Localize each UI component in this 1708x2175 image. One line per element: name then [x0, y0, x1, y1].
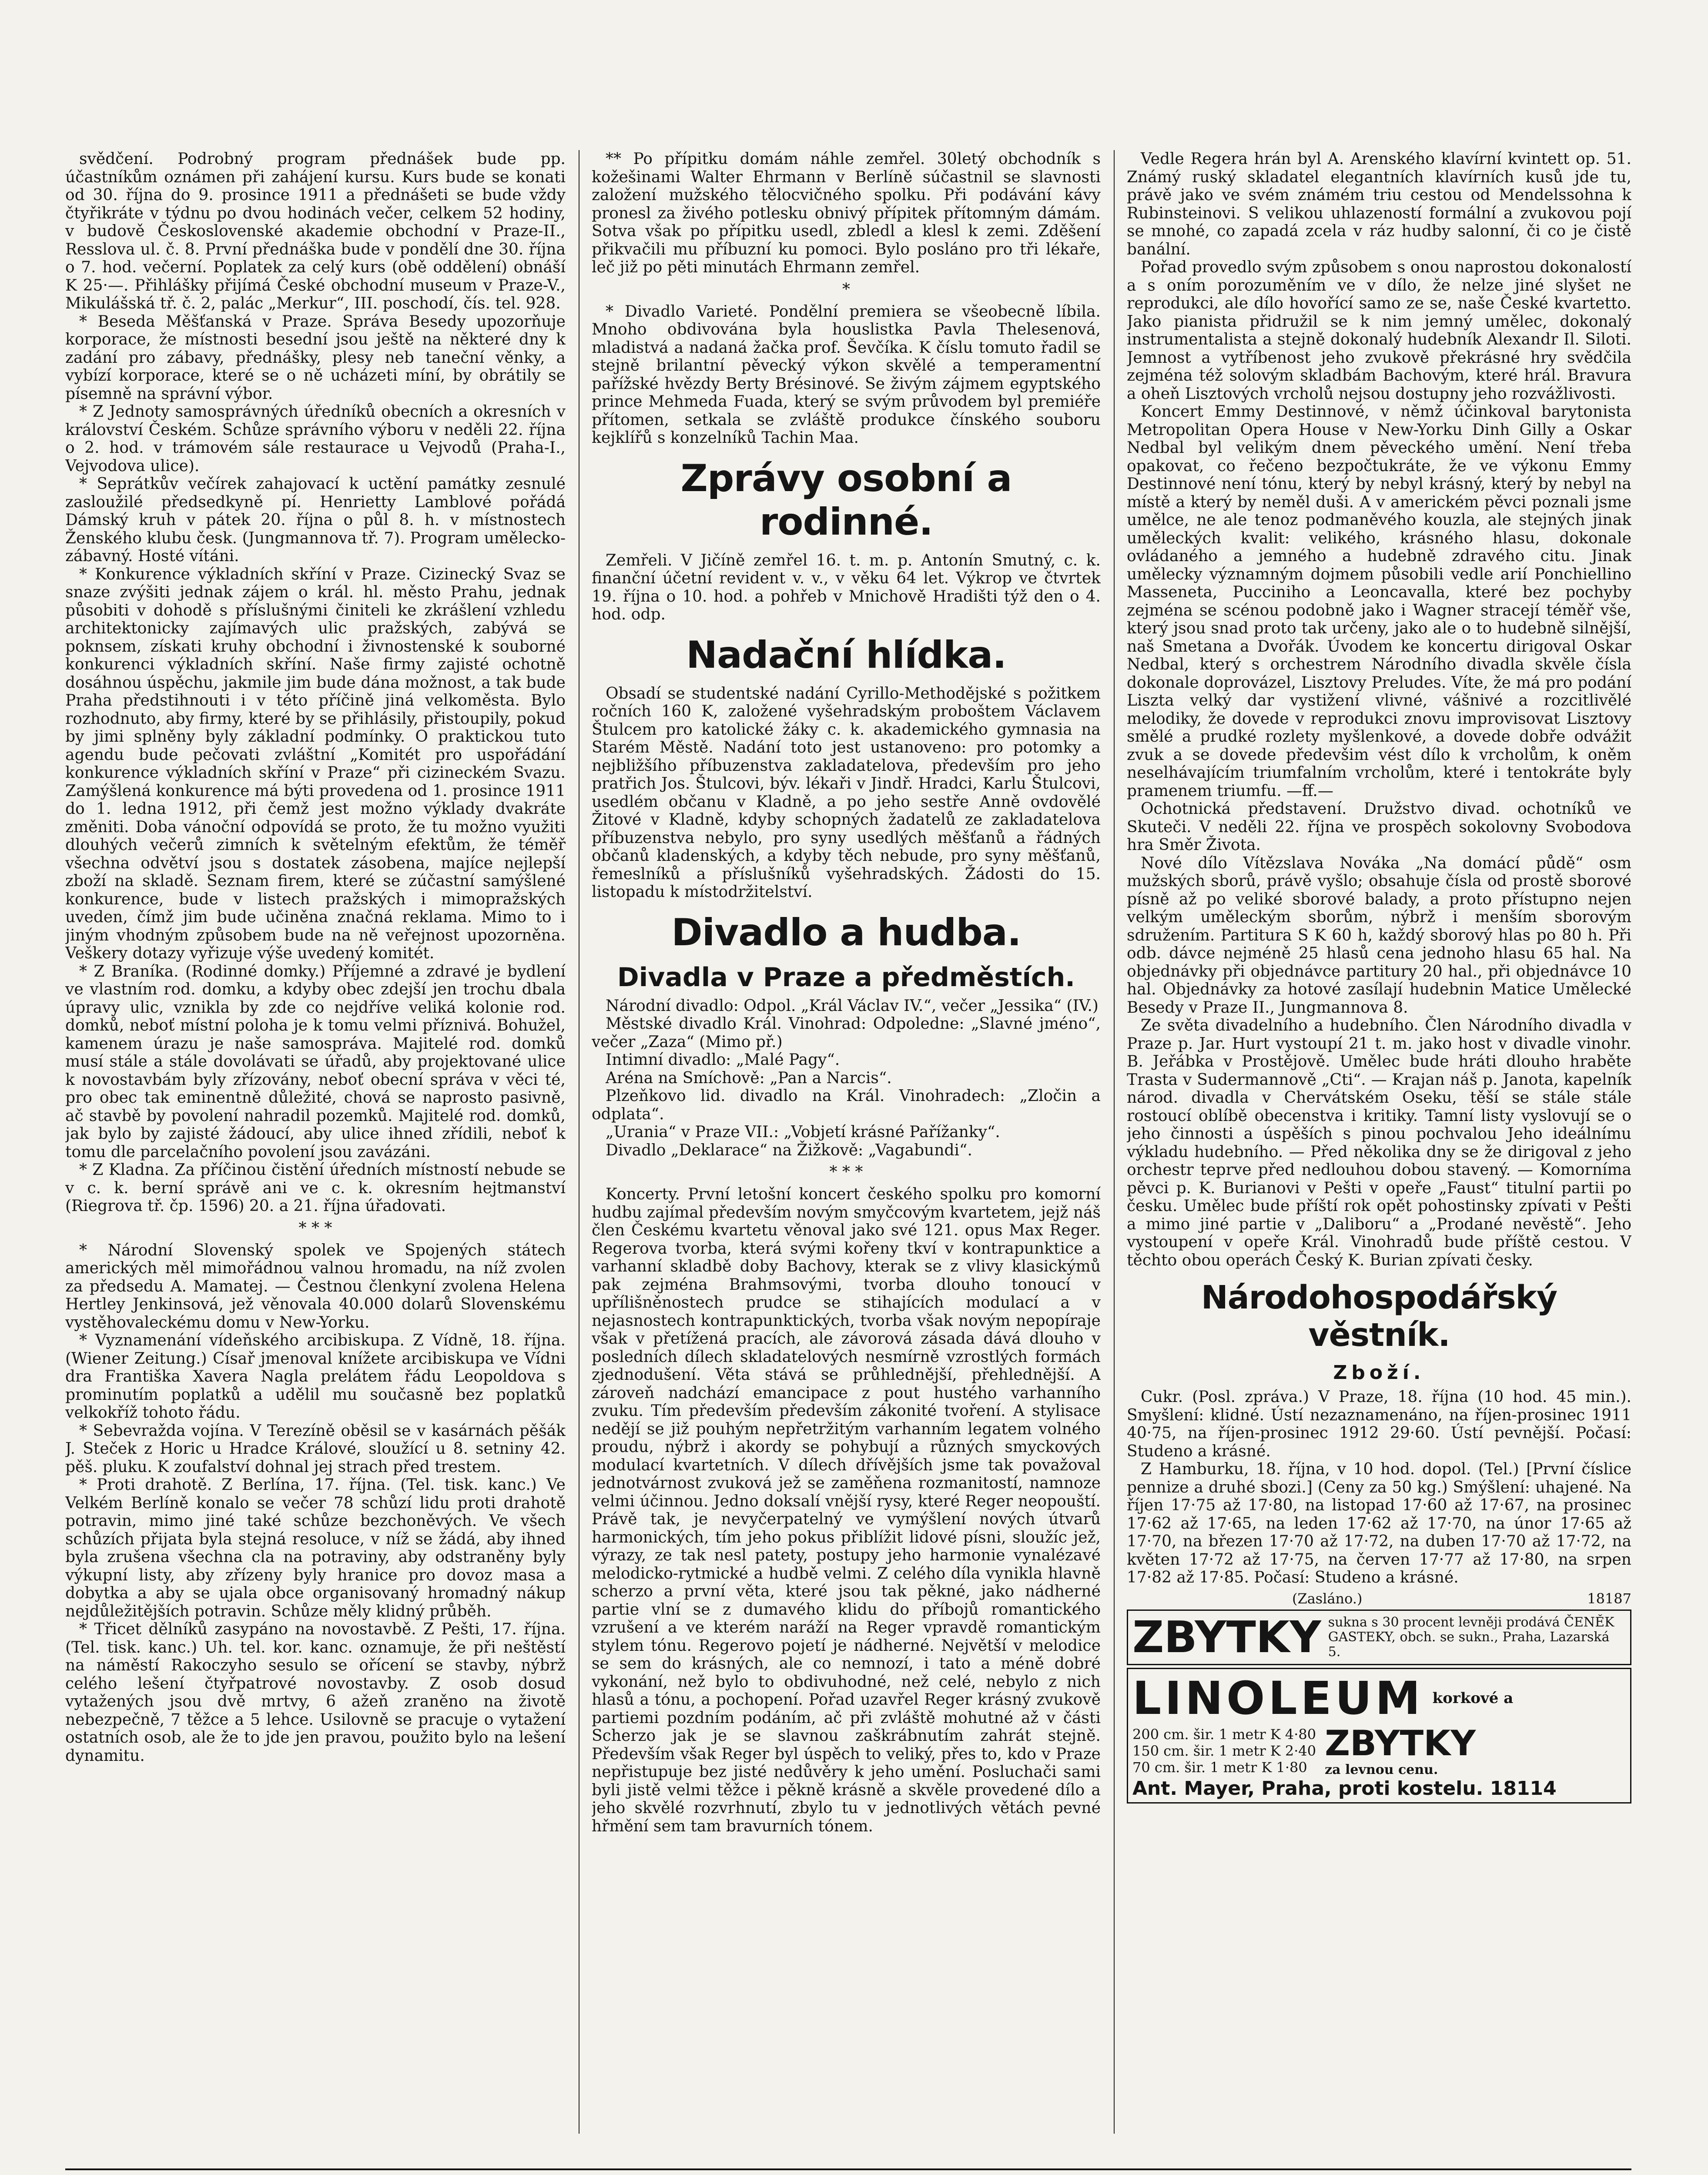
- listing: Divadlo „Deklarace“ na Žižkově: „Vagabundi“.: [606, 1141, 972, 1159]
- section-heading: Nadační hlídka.: [686, 633, 1006, 677]
- ad-advertiser: Ant. Mayer, Praha, proti kostelu. 18114: [1132, 1777, 1557, 1800]
- section-heading: Zprávy osobní a rodinné.: [680, 456, 1012, 544]
- article: * Vyznamenání vídeňského arcibiskupa. Z Vídně, 18. října. (Wiener Zeitung.) Císař jmenoval knížete arcibiskupa ve Vídni dra Františka Xavera Nagla prelátem řádu Leopoldova s prominutím poplatků a udělil mu současně bez poplatků velkokříž tohoto řádu.: [65, 1332, 566, 1422]
- article: Vedle Regera hrán byl A. Arenského klavírní kvintett op. 51. Známý ruský skladatel elegantních klavírních kusů jde tu, právě jako ve svém známém triu cestou od Mendelssohna k Rubinsteinovi. S velikou uhlazeností formální a zvukovou pojí se mnohé, co zapadá zcela v ráz hudby salonní, či co je čistě banální.: [1127, 150, 1631, 258]
- article: Nové dílo Vítězslava Nováka „Na domácí půdě“ osm mužských sborů, právě vyšlo; obsahuje čísla od prostě sborové písně až po veliké sborové balady, a proto přístupno nejen velkým uměleckým sborům, nýbrž i menším sborovým sdružením. Partitura S K 60 h, každý sborový hlas po 80 h. Při odb. dávce nejméně 25 hlasů cena jednoho hlasu 65 hal. Na objednávky při objednávce partitury 20 hal., při objednávce 10 hal. Objednávky za hotové zasílají hudebnin Matice Umělecké Besedy v Praze II., Jungmannova 8.: [1127, 854, 1631, 1017]
- notice-header: [1127, 1590, 1631, 1607]
- ad-title: LINOLEUM: [1132, 1671, 1424, 1725]
- article: * Národní Slovenský spolek ve Spojených státech amerických měl mimořádnou valnou hromadu, na níž zvolen za předsedu A. Mamatej. — Čestnou členkyní zvolena Helena Hertley Jenkinsová, jež věnovala 40.000 dolarů Slovenskému vystěhovaleckému domu v New-Yorku.: [65, 1241, 566, 1332]
- ad-title: ZBYTKY: [1325, 1723, 1476, 1763]
- listing: Městské divadlo Král. Vinohrad: Odpoledne: „Slavné jméno“, večer „Zaza“ (Mimo př.): [592, 1015, 1101, 1051]
- ad-title: ZBYTKY: [1132, 1611, 1321, 1663]
- article: Koncert Emmy Destinnové, v němž účinkoval barytonista Metropolitan Opera House v New-Yorku Dinh Gilly a Oskar Nedbal byl velikým dnem pěveckého umění. Není třeba opakovat, co řečeno bezpočtukráte, že ve výkonu Emmy Destinnové není tónu, který by nebyl krásný, který by nebyl na místě a který by neměl duši. A v americkém pěvci poznali jsme umělce, ne ale tenoz podmaněvého kouzla, ale stejných jinak uměleckých kvalit: velikého, krásného hlasu, dokonale ovládaného a jemného a hudebně zdravého citu. Jinak umělecky významným dojmem působili vedle arií Ponchiellino Masseneta, Pucciniho a Leoncavalla, které bez pochyby zejména se scénou podobně jako i Wagner stracejí téměř vše, který jsou snad proto tak určeny, jako ale o to hudebně silnější, naš Smetana a Dvořák. Úvodem ke koncertu dirigoval Oskar Nedbal, který s orchestrem Národního divadla skvěle čísla dokonale doprovázel, Lisztovy Preludes. Víte, že má pro podání Liszta velký dar vystižení vlivné, vášnivé a rozcitlivělé melodiky, že dovede v reprodukci znovu improvisovat Lisztovy smělé a prudké rozlety myšlenkové, a dovede dobře odvážit zvuk a se dovede předevšim vést dílo k vrcholům, k oněm neselhávajícím triumfalním vrcholům, které i tentokráte byly pramenem triumfu. —ff.—: [1127, 403, 1631, 800]
- market-report: Z Hamburku, 18. října, v 10 hod. dopol. (Tel.) [První číslice pennize a druhé sbozi.] (Ceny za 50 kg.) Smýšlení: uhajené. Na říjen 17·75 až 17·80, na listopad 17·60 až 17·67, na prosinec 17·62 až 17·65, na leden 17·62 až 17·70, na únor 17·65 až 17·70, na březen 17·70 až 17·72, na duben 17·70 až 17·72, na květen 17·72 až 17·75, na červen 17·77 až 17·80, na srpen 17·82 až 17·85. Počasí: Studeno a krásné.: [1127, 1460, 1631, 1586]
- article: svědčení. Podrobný program přednášek bude pp. účastníkům oznámen při zahájení kursu. Kurs bude se konati od 30. října do 9. prosince 1911 a přednášeti se bude vždy čtyřikráte v týdnu po dvou hodinách večer, celkem 52 hodiny, v budově Československé akademie obchodní v Praze-II., Resslova ul. č. 8. První přednáška bude v pondělí dne 30. října o 7. hod. večerní. Poplatek za celý kurs (obě oddělení) obnáší K 25·—. Přihlášky přijímá České obchodní museum v Praze-V., Mikulášská tř. č. 2, palác „Merkur“, III. poschodí, čís. tel. 928.: [65, 150, 566, 312]
- article: * Beseda Měšťanská v Praze. Správa Besedy upozorňuje korporace, že místnosti besední jsou ještě na některé dny k zadání pro zábavy, přednášky, plesy neb taneční věnky, a vybízí korporace, které se o ně ucházeti míní, by obrátily se písemně na správní výbor.: [65, 312, 566, 403]
- newspaper-page: [65, 150, 1631, 2175]
- article: * Divadlo Varieté. Pondělní premiera se všeobecně líbila. Mnoho obdivována byla houslistka Pavla Thelesenová, mladistvá a nadaná žačka prof. Ševčíka. K číslu tomuto řadil se stejně brilantní pěvecký výkon skvělé a temperamentní pařížské hvězdy Berty Brésinové. Se živým zájmem egyptského prince Mehmeda Fuada, který se svým průvodem byl premiéře přítomen, setkala se zvláště produkce čínského souboru kejklířů s konzelníků Tachin Maa.: [592, 302, 1101, 447]
- article: * Sebevražda vojína. V Terezíně oběsil se v kasárnách pěšák J. Steček z Horic u Hradce Králové, sloužící u 8. setniny 42. pěš. pluku. K zoufalství dohnal jej strach před trestem.: [65, 1422, 566, 1476]
- listing: Národní divadlo: Odpol. „Král Václav IV.“, večer „Jessika“ (IV.): [606, 997, 1098, 1015]
- article: Ze světa divadelního a hudebního. Člen Národního divadla v Praze p. Jar. Hurt vystoupí 21 t. m. jako host v divadle vinohr. B. Jeřábka v Prostějově. Umělec bude hráti dlouho hraběte Trasta v Sudermannově „Cti“. — Krajan náš p. Janota, kapelník národ. divadla v Chervátském Oseku, těší se stále stále rostoucí oblíbě obecenstva i kritiky. Tamní listy vyslovují se o jeho činnosti a úspěších s pinou pochvalou Jeho ideálnímu výkladu hudebního. — Před několika dny se že dirigoval z jeho orchestr teprve před nedlouhou dobou stavený. — Komorníma pěvci p. K. Burianovi v Pešti v opeře „Faust“ titulní partii po česku. Umělec bude příští rok opět pohostinsky zpívati v Pešti a mimo jiné partie v „Daliboru“ a „Prodané nevěstě“. Jeho vystoupení v opeře Král. Vinohradů bude příště cestou. V těchto obou operách Český K. Burian zpívati česky.: [1127, 1017, 1631, 1269]
- market-report: Cukr. (Posl. zpráva.) V Praze, 18. října (10 hod. 45 min.). Smyšlení: klidné. Ústí nezaznamenáno, na říjen-prosinec 1911 40·75, na říjen-prosinec 1912 29·60. Ústí pevnější. Počasí: Studeno a krásné.: [1127, 1388, 1631, 1460]
- ad-text: za levnou cenu.: [1325, 1762, 1438, 1777]
- article: Ochotnická představení. Družstvo divad. ochotníků ve Skuteči. V neděli 22. října ve prospěch sokolovny Svobodova hra Směr Života.: [1127, 800, 1631, 854]
- price-line: 150 cm. šir. 1 metr K 2·40: [1132, 1743, 1316, 1759]
- listing: Aréna na Smíchově: „Pan a Narcis“.: [606, 1069, 892, 1087]
- ad-subtitle: korkové a: [1432, 1689, 1514, 1707]
- section-heading: Divadlo a hudba.: [671, 910, 1021, 954]
- listing: „Urania“ v Praze VII.: „Vobjetí krásné Pařížanky“.: [606, 1123, 1000, 1141]
- article: Koncerty. První letošní koncert českého spolku pro komorní hudbu zajímal především novým smyčcovým kvartetem, jejž náš člen Českému kvartetu věnoval jako své 121. opus Max Reger. Regerova tvorba, která svými kořeny tkví v kontrapunktice a varhanní skladbě doby Bachovy, kterak se z vlivy klasickýmů pak zejména Brahmsovými, tvorba dlouho tonoucí v upřílišněnostech prudce se stihajících modulací a v nejasnostech kontrapunktických, tvorba však novým nepopíraje však v přetížená pracích, ale závorová zásada dává dlouho v posledních dílech skladatelových nesmírně vzrostlých formách zjednodušení. Věta stává se průhlednější, přehlednější. A zároveň nadchází emancipace z pout hustého varhanního zvuku. Tím především především zákonité tvoření. A stylisace nedějí se již pouhým nepřetržitým varhanním legatem volného proudu, nýbrž i akordy se pohybují a různých smyckových modulací kvartetních. V dílech dřívějších jsme tak považoval jednotvárnost zvuková jež se zaměňena rozmanitostí, namnoze velmi účinnou. Jedno doksalí vnější rysy, které Reger neopouští. Právě tak, je nevyčerpatelný ve vymýšlení nových útvarů harmonických, tím jeho pokus přiblížit lidové písni, sloužíc jež, výrazy, ze tak nesl patety, postupy jeho harmonie vynalézavé melodicko-rytmické a hudbě velmi. Z celého díla vynikla hlavně scherzo a první věta, které jsou tak pěkné, jako nádherné partie vlní se z dumavého klidu do příbojů romantického vzrušení a ve kterém naráží na Reger vpravdě romantickým stylem tónu. Regerovo pojetí je nádherné. Největší v melodice se sem do krásných, ale co nemnozí, i tato a méně dobré vykonání, než bylo to obdivuhodné, než celé, nebylo z nich hlasů a tónu, a pochopení. Pořad uzavřel Reger krásný zvukově partiemi pozdním podáním, ač při zvláště mohutné až v části Scherzo jak je se slavnou zaškrábnutím zahrát stejně. Především však Reger byl úspěch to veliký, přes to, kdo v Praze nepřistupuje bez jisté nedůvěry k jeho umění. Posluchači sami byli jistě velmi těžce i pěkně krásně a skvěle provedené dílo a jeho skvělé rozvrhnutí, zbylo tu v jednotlivých větách pevné hřmění sem tam bravurních tónem.: [592, 1185, 1101, 1835]
- article: Zemřeli. V Jičíně zemřel 16. t. m. p. Antonín Smutný, c. k. finanční účetní revident v. v., v věku 64 let. Výkrop ve čtvrtek 19. října o 10. hod. a pohřeb v Mnichově Hradišti týž den o 4. hod. odp.: [592, 551, 1101, 623]
- listing: Intimní divadlo: „Malé Pagy“.: [606, 1051, 840, 1069]
- ad-linoleum: [1127, 1668, 1631, 1804]
- article: Pořad provedlo svým způsobem s onou naprostou dokonalostí a s oním porozuměním ve v dílo, že nelze jiné slyšet ne reprodukci, ale dílo hovořící samo ze se, naše České kvartetto. Jako pianista přidružil se k nim jemný umělec, dokonalý instrumentalista a stejně dokonalý hudebník Alexandr Il. Siloti. Jemnost a vytříbenost jeho zvukově překrásné hry svědčila zejména též solovým skladbám Bachovým, které hrál. Bravura a oheň Lisztových vrcholů nejsou dostupny jeho rozvážlivosti.: [1127, 258, 1631, 403]
- article: * Konkurence výkladních skříní v Praze. Cizinecký Svaz se snaze zvýšiti jednak zájem o král. hl. město Prahu, jednak působiti v dohodě s příslušnými činiteli ke zkrášlení vzhledu architektonicky zajímavých ulic pražských, zabývá se poknsem, získati kruhy obchodní i živnostenské k souborné konkurenci výkladních skříní. Naše firmy zajisté ochotně dosáhnou úspěchu, jakmile jim bude dána možnost, a tak bude Praha předstihnouti i v této příčině jiná velkoměsta. Bylo rozhodnuto, aby firmy, které by se přihlásily, přistoupily, pokud by jimi splněny byly základní podmínky. O praktickou tuto agendu bude pečovati zvláštní „Komitét pro uspořádání konkurence výkladních skříní v Praze“ při cizineckém Svazu. Zamýšlená konkurence má býti provedena od 1. prosince 1911 do 1. ledna 1912, při čemž jest možno výklady dvakráte změniti. Doba vánoční odpovídá se proto, že tu možno využiti dlouhých večerů zimních k světelným efektům, že téměř všechna odvětví jsou s dostatek zásobena, majíce nejlepší zboží na skladě. Seznam firem, které se zúčastní samýšlené konkurence, bude v listech pražských i mimopražských uveden, čímž jim bude učiněna značná reklama. Mimo to i jiným vhodným způsobem bude na ně veřejnost upozorněna. Veškery dotazy vyřizuje výše uvedený komitét.: [65, 565, 566, 962]
- left-column: [65, 150, 566, 2151]
- notice-number: 18187: [1587, 1590, 1631, 1607]
- bottom-ad-band: [65, 2168, 1631, 2175]
- ad-zbytky: [1127, 1610, 1631, 1665]
- notice-label: (Zasláno.): [1292, 1590, 1363, 1607]
- article: * Z Kladna. Za příčinou čistění úředních místností nebude se v c. k. berní správě ani ve c. k. okresním hejtmanství (Riegrova tř. čp. 1596) 20. a 21. října úřadovati.: [65, 1161, 566, 1215]
- column-rule: [1114, 150, 1115, 2134]
- subsection-heading: Divadla v Praze a předměstích.: [617, 962, 1075, 993]
- article: ** Po přípitku domám náhle zemřel. 30letý obchodník s kožešinami Walter Ehrmann v Berlíně súčastnil se slavnosti založení mužského tělocvičného spolku. Při podávání kávy pronesl za živého potlesku obnivý přípitek přítomným dámám. Sotva však po přípitku usedl, zbledl a klesl k zemi. Zděšení přikvačili mu příbuzní ku pomoci. Bylo posláno pro tři lékaře, leč již po pěti minutách Ehrmann zemřel.: [592, 150, 1101, 276]
- separator: *: [842, 280, 850, 298]
- separator: * * *: [298, 1219, 332, 1237]
- price-line: 70 cm. šir. 1 metr K 1·80: [1132, 1759, 1307, 1776]
- listing: Plzeňkovo lid. divadlo na Král. Vinohradech: „Zločin a odplata“.: [592, 1087, 1101, 1123]
- price-line: 200 cm. šir. 1 metr K 4·80: [1132, 1726, 1316, 1743]
- right-column: [1127, 150, 1631, 2151]
- article: * Z Jednoty samosprávných úředníků obecních a okresních v království Českém. Schůze správního výboru v neděli 22. října o 2. hod. v trámovém sále restaurace u Vejvodů (Praha-I., Vejvodova ulice).: [65, 403, 566, 475]
- article: * Seprátkův večírek zahajovací k uctění památky zesnulé zasloužilé předsedkyně pí. Henrietty Lamblové pořádá Dámský kruh v pátek 20. října o půl 8. h. v místnostech Ženského klubu česk. (Jungmannova tř. 7). Program umělecko-zábavný. Hosté vítáni.: [65, 475, 566, 565]
- subsection-heading: Zboží.: [1333, 1362, 1425, 1384]
- separator: * * *: [829, 1163, 863, 1181]
- article: * Z Braníka. (Rodinné domky.) Příjemné a zdravé je bydlení ve vlastním rod. domku, a kdyby obec zdejší jen trochu dbala úpravy ulic, vznikla by zde co nejdříve veliká kolonie rod. domků, neboť místní poloha je k tomu velmi příznivá. Bohužel, kamenem úrazu je naše samospráva. Majitelé rod. domků musí stále a stále dovolávati se úřadů, aby projektované ulice k novostavbám byly zřízovány, neboť obecní správa v věci té, pro obec tak eminentně důležité, chová se naprosto pasivně, ač stavbě by povolení nahradil pozemků. Majitelé rod. domků, jak bylo by zajisté žádoucí, aby ulice ihned zřídili, neboť k tomu dle parcelačního povolení jsou zavázáni.: [65, 962, 566, 1161]
- article: * Třicet dělníků zasypáno na novostavbě. Z Pešti, 17. října. (Tel. tisk. kanc.) Uh. tel. kor. kanc. oznamuje, že při neštěstí na náměstí Rakoczyho sesulo se ořícení se stavby, nýbrž celého lešení čtyřpatrové novostavby. Z osob dosud vytažených jsou dvě mrtvy, 6 ažeň zraněno na životě nebezpečně, 7 těžce a 5 lehce. Usilovně se pracuje o vytažení ostatních osob, ale že to jde jen pravou, použito bylo na lešení dynamitu.: [65, 1620, 566, 1765]
- article: Obsadí se studentské nadání Cyrillo-Methodějské s požitkem ročních 160 K, založené vyšehradským proboštem Václavem Štulcem pro katolické žáky c. k. akademického gymnasia na Starém Městě. Nadání toto jest ustanoveno: pro potomky a nejbližšího příbuzenstva zakladatelova, především pro jeho pratřich Jos. Štulcovi, býv. lékaři v Jindř. Hradci, Karlu Štulcovi, usedlém občanu v Kladně, a po jeho sestře Anně ovdovělé Žitové v Kladně, kdyby schopných žadatelů ze zakladatelova příbuzenstva nebylo, pro syny usedlých měšťanů a řádných občanů kladenských, a kdyby těch nebude, pro syny měšťanů, řemeslníků a příslušníků vyšehradských. Žádosti do 15. listopadu k místodržitelství.: [592, 684, 1101, 901]
- article: * Proti drahotě. Z Berlína, 17. října. (Tel. tisk. kanc.) Ve Velkém Berlíně konalo se večer 78 schůzí lidu proti drahotě potravin, mimo jiné také schůze bezchoněvých. Ve všech schůzích přijata byla stejná resoluce, v níž se žádá, aby ihned byla zrušena všechna cla na potraviny, aby odstraněny byly výkupní listy, aby zřízeny byly hranice pro dovoz masa a dobytka a aby se ujala obce organisovaný hromadný nákup nejdůležitějších potravin. Schůze měly klidný průběh.: [65, 1476, 566, 1620]
- middle-column: [592, 150, 1101, 2151]
- ad-text: sukna s 30 procent levněji prodává ČENĚK GASTEKY, obch. se sukn., Praha, Lazarská 5.: [1328, 1614, 1614, 1660]
- section-heading: Národohospodářský věstník.: [1201, 1279, 1557, 1354]
